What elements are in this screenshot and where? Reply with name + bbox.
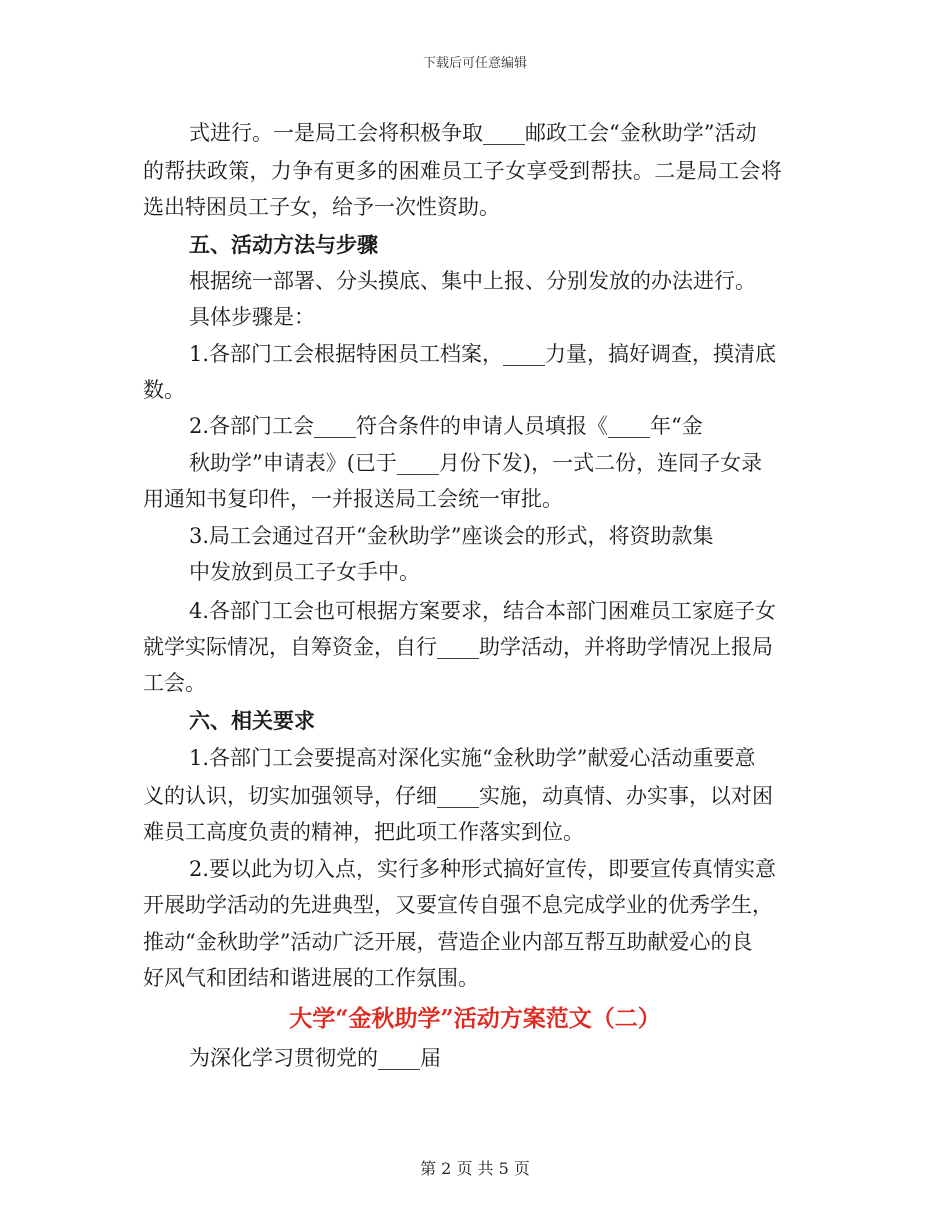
paragraph-line: 好风气和团结和谐进展的工作氛围。 xyxy=(143,966,479,990)
paragraph-line: 难员工高度负责的精神，把此项工作落实到位。 xyxy=(143,820,584,844)
paragraph-line: 具体步骤是： xyxy=(189,305,315,329)
list-item-line: 3.局工会通过召开“金秋助学”座谈会的形式，将资助款集 xyxy=(189,524,714,548)
page-footer: 第 2 页 共 5 页 xyxy=(420,1159,530,1178)
list-item-line: 1.各部门工会要提高对深化实施“金秋助学”献爱心活动重要意 xyxy=(189,746,756,770)
list-item-line: 2.要以此为切入点，实行多种形式搞好宣传，即要宣传真情实意 xyxy=(189,857,777,881)
paragraph-line: 秋助学”申请表》(已于____月份下发)，一式二份，连同子女录 xyxy=(189,451,763,475)
paragraph-line: 用通知书复印件，一并报送局工会统一审批。 xyxy=(143,487,563,511)
paragraph-line: 的帮扶政策，力争有更多的困难员工子女享受到帮扶。二是局工会将 xyxy=(143,159,782,183)
paragraph-line: 根据统一部署、分头摸底、集中上报、分别发放的办法进行。 xyxy=(189,269,756,293)
paragraph-line: 为深化学习贯彻党的____届 xyxy=(189,1046,441,1070)
paragraph-line: 中发放到员工子女手中。 xyxy=(189,560,420,584)
document-title: 大学“金秋助学”活动方案范文（二） xyxy=(289,1005,661,1032)
page-header: 下载后可任意编辑 xyxy=(422,56,527,71)
paragraph-line: 推动“金秋助学”活动广泛开展，营造企业内部互帮互助献爱心的良 xyxy=(143,930,753,954)
section-heading: 五、活动方法与步骤 xyxy=(189,232,378,257)
list-item-line: 1.各部门工会根据特困员工档案，____力量，搞好调查，摸清底 xyxy=(189,342,777,366)
paragraph-line: 义的认识，切实加强领导，仔细____实施，动真情、办实事，以对困 xyxy=(143,784,773,808)
paragraph-line: 工会。 xyxy=(143,671,206,695)
list-item-line: 4.各部门工会也可根据方案要求，结合本部门困难员工家庭子女 xyxy=(189,599,777,623)
paragraph-line: 式进行。一是局工会将积极争取____邮政工会“金秋助学”活动 xyxy=(189,121,757,145)
list-item-line: 2.各部门工会____符合条件的申请人员填报《____年“金 xyxy=(189,414,703,438)
paragraph-line: 数。 xyxy=(143,378,185,402)
section-heading: 六、相关要求 xyxy=(189,708,315,733)
paragraph-line: 开展助学活动的先进典型，又要宣传自强不息完成学业的优秀学生， xyxy=(143,893,773,917)
paragraph-line: 选出特困员工子女，给予一次性资助。 xyxy=(143,195,500,219)
paragraph-line: 就学实际情况，自筹资金，自行____助学活动，并将助学情况上报局 xyxy=(143,635,773,659)
